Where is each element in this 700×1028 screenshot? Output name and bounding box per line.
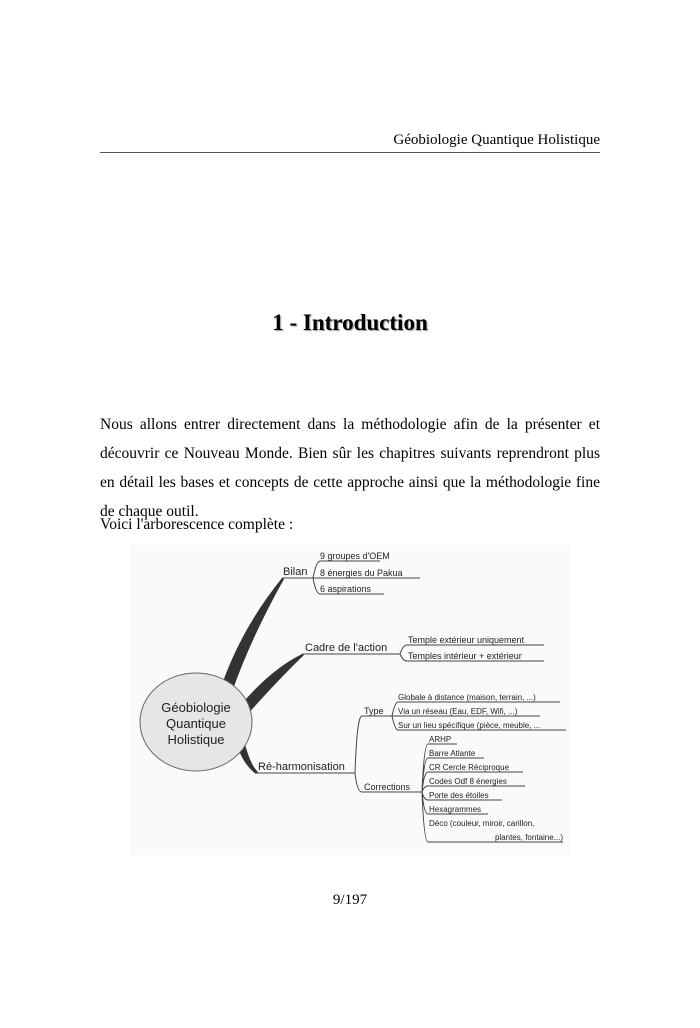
node-item: Globale à distance (maison, terrain, ...) <box>398 693 536 702</box>
node-corrections: Corrections <box>364 782 411 792</box>
node-item: Déco (couleur, miroir, carillon, <box>429 819 535 828</box>
mind-map <box>130 545 570 855</box>
node-item: Temple extérieur uniquement <box>408 635 525 645</box>
center-line-2: Quantique <box>166 716 226 731</box>
node-item: Temples intérieur + extérieur <box>408 651 522 661</box>
center-line-1: Géobiologie <box>161 700 231 715</box>
node-item: Sur un lieu spécifique (pièce, meuble, ... <box>398 721 541 730</box>
running-header: Géobiologie Quantique Holistique <box>100 132 600 153</box>
node-cadre: Cadre de l'action <box>305 642 388 654</box>
node-item: CR Cercle Réciproque <box>429 763 510 772</box>
node-reharmonisation: Ré-harmonisation <box>258 761 345 773</box>
node-item: Via un réseau (Eau, EDF, Wifi, ...) <box>398 707 518 716</box>
node-item: ARHP <box>429 735 452 744</box>
node-bilan: Bilan <box>283 566 308 578</box>
chapter-title: 1 - Introduction <box>272 310 428 335</box>
node-item: 6 aspirations <box>320 584 372 594</box>
lead-text: Voici l'arborescence complète : <box>100 516 294 533</box>
node-item: Barre Atlante <box>429 749 476 758</box>
node-item: 9 groupes d'OEM <box>320 551 390 561</box>
node-item: Hexagrammes <box>429 805 482 814</box>
page-number: 9/197 <box>332 892 368 908</box>
intro-paragraph: Nous allons entrer directement dans la méthodologie afin de la présenter et découvrir ce Nouveau Monde. Bien sûr les chapitres suivants reprendront plus en détail les bases et concepts de cette approche ainsi que la méthodologie fine de chaque outil. <box>100 416 600 520</box>
node-item: Porte des étoiles <box>429 791 489 800</box>
node-item: 8 énergies du Pakua <box>320 568 403 578</box>
center-line-3: Holistique <box>167 732 225 747</box>
node-item: plantes, fontaine...) <box>494 833 563 842</box>
node-type: Type <box>364 706 384 716</box>
node-item: Codes Odf 8 énergies <box>429 777 507 786</box>
